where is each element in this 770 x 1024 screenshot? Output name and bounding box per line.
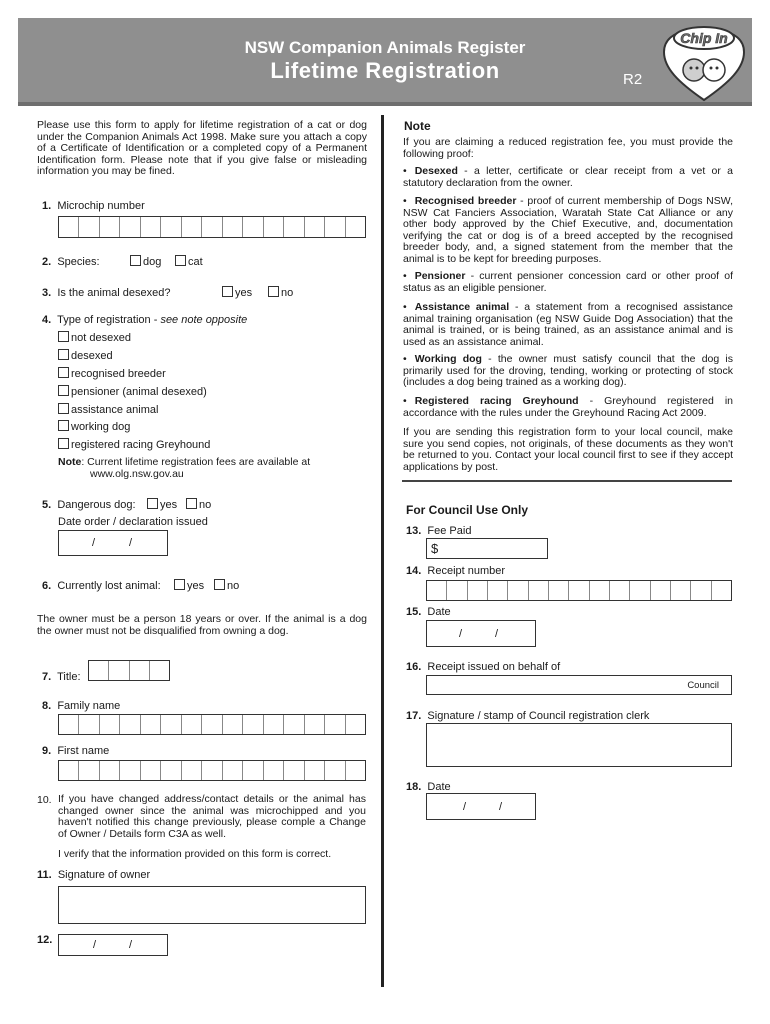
owner-requirement-note: The owner must be a person 18 years or over. If the animal is a dog the owner must not be disqualified from owning a dog. bbox=[37, 613, 367, 637]
checkbox[interactable] bbox=[222, 286, 233, 297]
q16-label: 16. Receipt issued on behalf of bbox=[406, 661, 561, 673]
owner-signature-input[interactable] bbox=[58, 886, 366, 924]
q4-fee-note: Note: Current lifetime registration fees are available at www.olg.nsw.gov.au bbox=[58, 456, 311, 480]
q5-sublabel: Date order / declaration issued bbox=[58, 516, 208, 528]
first-name-input[interactable] bbox=[58, 760, 366, 781]
q15-label: 15. Date bbox=[406, 606, 451, 618]
desexed-no-option[interactable]: no bbox=[268, 286, 293, 299]
family-name-input[interactable] bbox=[58, 714, 366, 735]
note-intro: If you are claiming a reduced registration fee, you must provide the following proof: bbox=[403, 136, 733, 160]
receipt-number-input[interactable] bbox=[426, 580, 732, 601]
q7-label: 7. Title: bbox=[42, 671, 81, 683]
q3-label: 3. Is the animal desexed? bbox=[42, 287, 171, 299]
reg-type-desexed[interactable]: desexed bbox=[58, 349, 113, 362]
q10-text: If you have changed address/contact details or the animal has changed owner since the animal was microchipped and you haven't notified this change previously, please comple a Change of Owner / Details form C3A as well. bbox=[58, 793, 366, 840]
reg-type-assistance-animal[interactable]: assistance animal bbox=[58, 403, 158, 416]
q12-number: 12. bbox=[37, 934, 53, 946]
note-item-greyhound: • Registered racing Greyhound - Greyhound registered in accordance with the rules under the Greyhound Racing Act 2009. bbox=[403, 396, 733, 419]
lost-no-option[interactable]: no bbox=[214, 579, 239, 592]
clerk-signature-input[interactable] bbox=[426, 723, 732, 767]
reg-type-not-desexed[interactable]: not desexed bbox=[58, 331, 131, 344]
q14-label: 14. Receipt number bbox=[406, 565, 506, 577]
q10-number: 10. bbox=[37, 794, 52, 806]
species-cat-option[interactable]: cat bbox=[175, 255, 203, 268]
chip-in-logo bbox=[658, 22, 750, 104]
desexed-yes-option[interactable]: yes bbox=[222, 286, 252, 299]
checkbox[interactable] bbox=[268, 286, 279, 297]
owner-date-input[interactable]: / / bbox=[58, 934, 168, 956]
header-title-line1: NSW Companion Animals Register bbox=[244, 38, 526, 57]
q13-label: 13. Fee Paid bbox=[406, 525, 472, 537]
q4-label: 4. Type of registration - see note opposite bbox=[42, 314, 248, 326]
q5-label: 5. Dangerous dog: bbox=[42, 499, 136, 511]
reg-type-pensioner[interactable]: pensioner (animal desexed) bbox=[58, 385, 207, 398]
q1-label: 1. Microchip number bbox=[42, 200, 145, 212]
checkbox[interactable] bbox=[175, 255, 186, 266]
logo-text: Chip In bbox=[680, 30, 728, 46]
microchip-number-input[interactable] bbox=[58, 216, 366, 238]
column-divider bbox=[381, 115, 384, 987]
dangerous-date-input[interactable]: / / bbox=[58, 530, 168, 556]
fee-paid-input[interactable]: $ bbox=[426, 538, 548, 559]
lost-yes-option[interactable]: yes bbox=[174, 579, 204, 592]
reg-type-working-dog[interactable]: working dog bbox=[58, 420, 130, 433]
note-heading: Note bbox=[404, 119, 431, 133]
header-title-line2: Lifetime Registration bbox=[270, 58, 500, 83]
note-item-working-dog: • Working dog - the owner must satisfy council that the dog is primarily used for the droving, tending, working or protecting of stock (includes a dog being trained as a working dog). bbox=[403, 354, 733, 389]
q18-label: 18. Date bbox=[406, 781, 451, 793]
council-date-input[interactable]: / / bbox=[426, 620, 536, 647]
note-item-breeder: • Recognised breeder - proof of current membership of Dogs NSW, NSW Cat Fanciers Association, Waratah State Cat Alliance or any other body approved by the Chief Executive, and, documentation verifying the cat or dog is of a breed accepted by the recognised breeder body, and, a signed statement from the member that the animal is to be kept for breeding purposes. bbox=[403, 196, 733, 265]
q6-label: 6. Currently lost animal: bbox=[42, 580, 161, 592]
council-heading: For Council Use Only bbox=[406, 503, 529, 517]
verify-statement: I verify that the information provided on this form is correct. bbox=[58, 848, 332, 860]
dangerous-no-option[interactable]: no bbox=[186, 498, 211, 511]
q9-label: 9. First name bbox=[42, 745, 110, 757]
note-item-desexed: • Desexed - a letter, certificate or clear receipt from a vet or a statutory declaration from the owner. bbox=[403, 166, 733, 189]
intro-text: Please use this form to apply for lifetime registration of a cat or dog under the Companion Animals Act 1998. Make sure you attach a copy of a Certificate of Identification or a completed copy of a Permanent Identification form. Please note that if you give false or misleading information you may be fined. bbox=[37, 119, 367, 177]
note-item-pensioner: • Pensioner - current pensioner concession card or other proof of status as an eligible pensioner. bbox=[403, 271, 733, 294]
q8-label: 8. Family name bbox=[42, 700, 121, 712]
title-input[interactable] bbox=[88, 660, 170, 681]
reg-type-recognised-breeder[interactable]: recognised breeder bbox=[58, 367, 166, 380]
section-rule bbox=[402, 480, 732, 482]
note-item-assistance: • Assistance animal - a statement from a recognised assistance animal training organisation (eg NSW Guide Dog Association) that the animal is trained, or is being trained, as an assistance animal and is used as an assistance animal. bbox=[403, 302, 733, 348]
checkbox[interactable] bbox=[130, 255, 141, 266]
species-dog-option[interactable]: dog bbox=[130, 255, 161, 268]
clerk-date-input[interactable]: / / bbox=[426, 793, 536, 820]
form-code: R2 bbox=[623, 71, 643, 88]
q2-label: 2. Species: bbox=[42, 256, 100, 268]
reg-type-racing-greyhound[interactable]: registered racing Greyhound bbox=[58, 438, 210, 451]
receipt-council-input[interactable]: Council bbox=[426, 675, 732, 695]
form-header bbox=[18, 18, 752, 106]
dangerous-yes-option[interactable]: yes bbox=[147, 498, 177, 511]
q11-label: 11. Signature of owner bbox=[37, 869, 151, 881]
q17-label: 17. Signature / stamp of Council registration clerk bbox=[406, 710, 650, 722]
note-outro: If you are sending this registration form to your local council, make sure you send copies, not originals, of these documents as they won't be returned to you. Contact your local council first to see if they accept applications by post. bbox=[403, 426, 733, 473]
